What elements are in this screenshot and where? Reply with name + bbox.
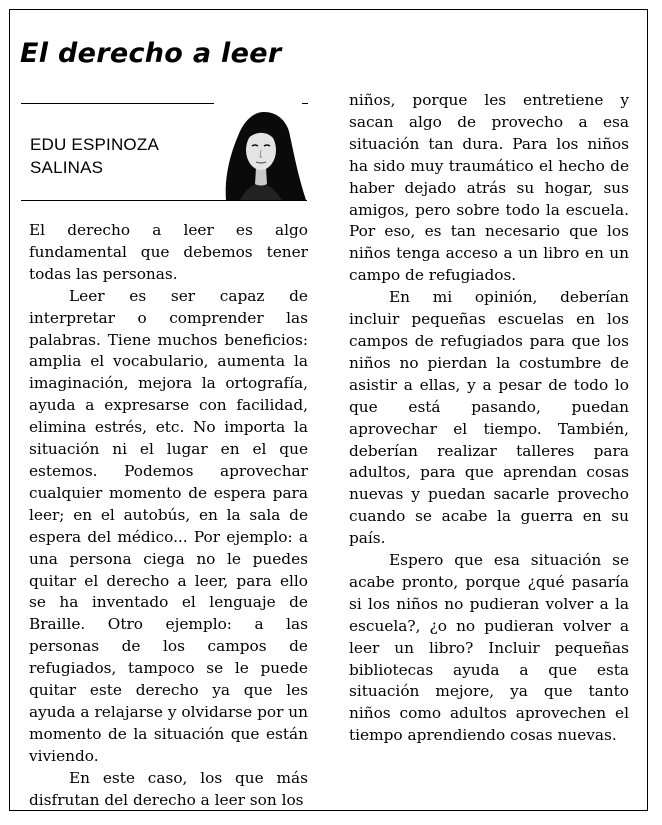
right-paragraph-3: Espero que esa situación se acabe pronto, porque ¿qué pasaría si los niños no pudieran volver a la escuela?, ¿o no pudieran volver a leer un libro? Incluir pequeñas bibliotecas ayuda a que esta situación mejore, ya que tanto niños como adultos aprovechen el tiempo aprendiendo cosas nuevas. — [349, 551, 629, 745]
right-column — [349, 90, 629, 747]
article-title: El derecho a leer — [20, 38, 282, 69]
author-photo — [212, 104, 308, 200]
right-paragraph-2: En mi opinión, deberían incluir pequeñas escuelas en los campos de refugiados para que los niños no pierdan la costumbre de asistir a ellas, y a pesar de todo lo que está pasando, puedan aprovechar el tiempo. También, deberían realizar talleres para adultos, para que aprendan cosas nuevas y puedan sacarle provecho cuando se acabe la guerra en su país. — [349, 288, 629, 548]
left-paragraph-1: El derecho a leer es algo fundamental que debemos tener todas las personas. — [29, 221, 308, 283]
left-paragraph-2: Leer es ser capaz de interpretar o comprender las palabras. Tiene muchos beneficios: amplia el vocabulario, aumenta la imaginación, mejora la ortografía, ayuda a expresarse con facilidad, elimina estrés, etc. No importa la situación ni el lugar en el que estemos. Podemos aprovechar cualquier momento de espera para leer; en el autobús, en la sala de espera del médico... Por ejemplo: a una persona ciega no le puedes quitar el derecho a leer, para ello se ha inventado el lenguaje de Braille. Otro ejemplo: a las personas de los campos de refugiados, tampoco se le puede quitar este derecho ya que les ayuda a relajarse y olvidarse por un momento de la situación que están viviendo. — [29, 286, 308, 765]
left-paragraph-3: En este caso, los que más disfrutan del derecho a leer son los — [29, 768, 308, 809]
left-column — [29, 220, 308, 811]
header-rule-bottom — [21, 200, 307, 201]
header-rule-top — [21, 103, 214, 104]
right-paragraph-1: niños, porque les entretiene y sacan algo de provecho a esa situación tan dura. Para los niños ha sido muy traumático el hecho de haber dejado atrás su hogar, sus amigos, pero sobre todo la escuela. Por eso, es tan necesario que los niños tenga acceso a un libro en un campo de refugiados. — [349, 91, 629, 285]
author-name: EDU ESPINOZA SALINAS — [30, 135, 159, 177]
